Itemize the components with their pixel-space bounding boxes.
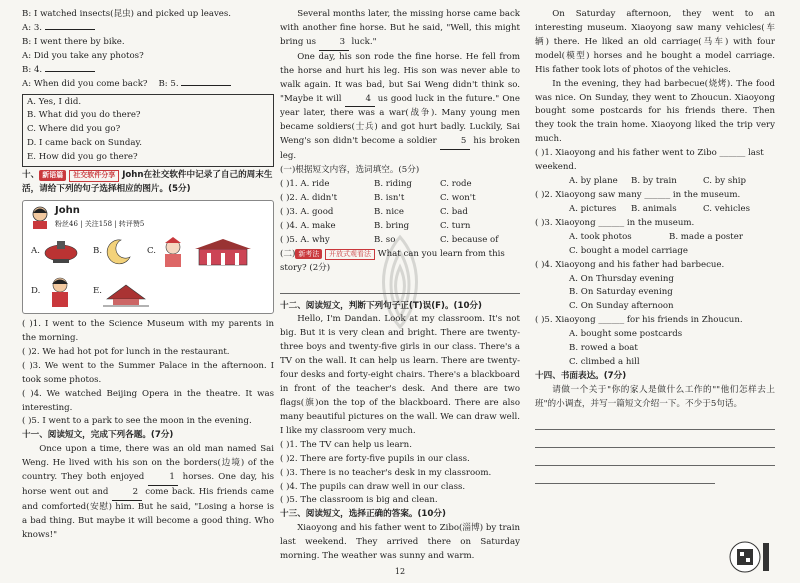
answer-line[interactable] bbox=[535, 448, 775, 466]
pic-label: D. bbox=[31, 285, 41, 296]
pic-label: B. bbox=[93, 245, 103, 256]
section-10-header: 十、 新语篇 社交软件分享 John在社交软件中记录了自己的周末生活，请给下列的句子选择相应的图片。(5分) bbox=[22, 170, 273, 195]
passage-paragraph: One day, his son rode the fine horse. He fell from the horse and hurt his leg. His son was never able to walk again. It was bad, but Sai Weng didn't think so. "Maybe it will 4 us good luck in the future." One year later, there was a war(战争). Many young men became soldiers(士兵) and got hurt badly. Luckily, Sai Weng's son didn't become a soldier 5 his broken leg. bbox=[280, 51, 520, 162]
choice: D. I came back on Sunday. bbox=[27, 138, 142, 149]
museum-image bbox=[195, 237, 251, 267]
passage-paragraph: In the evening, they had barbecue(烧烤). The food was nice. On Sunday, they went to Zhoucun. Xiaoyong bought some postcards for his friends there. Then they took the train home. Xiaoyong liked the trip very much. bbox=[535, 78, 775, 145]
section-14-header: 十四、书面表达。(7分) bbox=[535, 370, 627, 381]
option-row: ( )5. A. why B. so C. because of bbox=[280, 234, 499, 245]
dialogue-line: A: When did you come back? B: 5. bbox=[22, 78, 274, 92]
dialogue-line: B: I watched insects(昆虫) and picked up leaves. bbox=[22, 9, 232, 19]
tf-item: ( )2. There are forty-five pupils in our class. bbox=[280, 453, 470, 464]
writing-prompt: 请做一个关于"你的家人是做什么工作的""他们怎样去上班"的小调查，并写一篇短文介绍一下。不少于5句话。 bbox=[535, 384, 775, 409]
moon-image bbox=[103, 237, 133, 267]
option-row: ( )4. A. make B. bring C. turn bbox=[280, 220, 471, 231]
pic-label: E. bbox=[93, 285, 103, 296]
option-row: ( )3. A. good B. nice C. bad bbox=[280, 206, 468, 217]
page-number: 12 bbox=[394, 567, 406, 577]
sec10-item: ( )2. We had hot pot for lunch in the restaurant. bbox=[22, 346, 230, 357]
pic-label: C. bbox=[147, 245, 157, 256]
right-column bbox=[535, 0, 775, 583]
left-column bbox=[22, 0, 274, 583]
option-row: ( )1. A. ride B. riding C. rode bbox=[280, 179, 472, 190]
sec10-item: ( )5. I went to a park to see the moon in the evening. bbox=[22, 416, 252, 427]
option-row: ( )2. A. didn't B. isn't C. won't bbox=[280, 192, 476, 203]
post-stats: 粉丝46 | 关注158 | 转评赞5 bbox=[55, 219, 145, 228]
mc-question: ( )1. Xiaoyong and his father went to Zibo ______ last weekend. A. by plane B. by train C. by ship bbox=[535, 148, 764, 187]
answer-line[interactable] bbox=[535, 412, 775, 430]
tf-item: ( )1. The TV can help us learn. bbox=[280, 439, 412, 450]
tf-item: ( )3. There is no teacher's desk in my classroom. bbox=[280, 467, 492, 478]
mc-question: ( )3. Xiaoyong ______ in the museum. A. took photos B. made a poster C. bought a model carriage bbox=[535, 217, 743, 256]
section-12-header: 十二、阅读短文，判断下列句子正(T)误(F)。(10分) bbox=[280, 300, 482, 311]
passage-paragraph: On Saturday afternoon, they went to an interesting museum. Xiaoyong saw many vehicles(车辆) there. He liked an old carriage(马车) with four model(模型) horses and he bought a model carriage. His father took lots of photos of the vehicles. bbox=[535, 9, 775, 75]
opera-image bbox=[157, 237, 189, 267]
pic-label: A. bbox=[31, 245, 40, 256]
tf-item: ( )4. The pupils can draw well in our class. bbox=[280, 481, 466, 492]
dialogue-line: A: 3. bbox=[22, 22, 274, 36]
dialogue-line: A: Did you take any photos? bbox=[22, 50, 144, 61]
dialogue-line: B: 4. bbox=[22, 64, 274, 78]
mc-question: ( )2. Xiaoyong saw many ______ in the museum. A. pictures B. animals C. vehicles bbox=[535, 189, 751, 214]
avatar bbox=[29, 205, 51, 229]
open-question: (二) 新考法 开放式观看法 What can you learn from this story? (2分) bbox=[280, 248, 505, 273]
passage-paragraph: Once upon a time, there was an old man named Sai Weng. He lived with his son on the borders(边境) of the country. They both enjoyed 1 horses. One day, his horse went out and 2 come back. His friends came and comforted(安慰) him. But he said, "Losing a horse is a bad thing. But maybe it will become a good thing. Who knows!" bbox=[22, 444, 275, 540]
mc-question: ( )4. Xiaoyong and his father had barbecue. A. On Thursday evening B. On Saturday evening C. On Sunday afternoon bbox=[535, 259, 725, 312]
sec10-item: ( )4. We watched Beijing Opera in the theatre. It was interesting. bbox=[22, 388, 274, 413]
person-photo-image bbox=[43, 275, 77, 309]
choice: B. What did you do there? bbox=[27, 110, 141, 121]
sec10-item: ( )1. I went to the Science Museum with my parents in the morning. bbox=[22, 318, 274, 343]
choice: C. Where did you go? bbox=[27, 124, 121, 135]
answer-line[interactable] bbox=[535, 466, 715, 484]
mc-question: ( )5. Xiaoyong ______ for his friends in Zhoucun. A. bought some postcards B. rowed a boat C. climbed a hill bbox=[535, 315, 743, 368]
tf-item: ( )5. The classroom is big and clean. bbox=[280, 495, 438, 506]
choices-box bbox=[22, 94, 274, 168]
post-username: John bbox=[55, 204, 80, 216]
choice: A. Yes, I did. bbox=[27, 96, 82, 107]
section-11-header: 十一、阅读短文，完成下列各题。(7分) bbox=[22, 430, 174, 441]
passage-paragraph: Several months later, the missing horse came back with another fine horse. But he said, "Well, this might bring us 3 luck." bbox=[280, 8, 520, 51]
hot-pot-image bbox=[41, 239, 81, 265]
sub-question-header: (一)根据短文内容，选词填空。(5分) bbox=[280, 165, 420, 176]
section-13-header: 十三、阅读短文，选择正确的答案。(10分) bbox=[280, 509, 446, 520]
dialogue-line: B: I went there by bike. bbox=[22, 36, 125, 47]
passage-paragraph: Xiaoyong and his father went to Zibo(淄博) by train last weekend. They arrived there on Saturday morning. The weather was sunny and warm. bbox=[280, 523, 520, 562]
answer-line[interactable] bbox=[280, 276, 520, 294]
passage-paragraph: Hello, I'm Dandan. Look at my classroom. It's not big. But it is very clean and bright. There are twenty-three boys and twenty-five girls in our class. There's a TV on the wall. It can help us learn. There are twenty-four desks and forty-eight chairs. There's a blackboard in front of the teacher's desk. And there are two flags(旗)on the top of the blackboard. There are also many beautiful pictures on the wall. We can draw well. I like my classroom very much. bbox=[280, 314, 520, 436]
social-post-card bbox=[22, 200, 274, 314]
middle-column bbox=[280, 0, 520, 583]
sec10-item: ( )3. We went to the Summer Palace in the afternoon. I took some photos. bbox=[22, 360, 274, 385]
choice: E. How did you go there? bbox=[27, 152, 138, 163]
summer-palace-image bbox=[103, 275, 149, 309]
answer-line[interactable] bbox=[535, 430, 775, 448]
